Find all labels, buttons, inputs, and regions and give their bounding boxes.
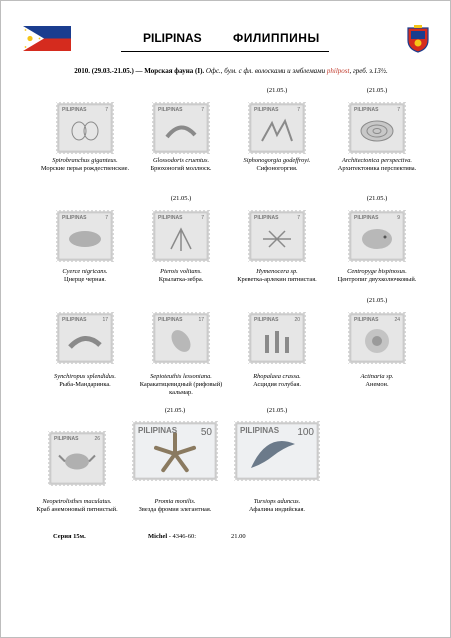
- stamp-caption: [329, 268, 425, 284]
- series-count: Серия 15м.: [53, 533, 86, 540]
- species-latin-name: Glossodoris cruentus.: [152, 157, 210, 164]
- stamp-country: PILIPINAS: [158, 107, 183, 113]
- stamp-country: PILIPINAS: [254, 215, 279, 221]
- stamp-country: PILIPINAS: [354, 107, 379, 113]
- stamp-14: [132, 421, 218, 481]
- species-latin-name: Neopetrolisthes maculatus.: [42, 498, 112, 505]
- stamp-caption: [133, 268, 229, 284]
- species-latin-name: Sepioteuthis lessoniana.: [150, 373, 212, 380]
- stamp-caption: [229, 157, 325, 173]
- stamp-value: 17: [102, 317, 108, 323]
- page-title: [121, 31, 329, 52]
- stamp-value: 9: [397, 215, 400, 221]
- stamp-value: 7: [297, 107, 300, 113]
- species-latin-name: Spirobranchus giganteus.: [52, 157, 118, 164]
- species-russian-name: Каракатицевидный (рифовый) кальмар.: [139, 381, 223, 396]
- species-russian-name: Морские перья рождественские.: [40, 165, 130, 172]
- philpost-emblem-icon: [405, 25, 431, 53]
- stamp-13: [48, 431, 106, 486]
- stamp-issue-date: (21.05.): [266, 407, 288, 414]
- stamp-4: [348, 102, 406, 154]
- stamp-issue-date: (21.05.): [366, 87, 388, 94]
- stamp-issue-date: (21.05.): [266, 87, 288, 94]
- stamp-country: PILIPINAS: [158, 317, 183, 323]
- species-russian-name: Анемон.: [365, 381, 389, 388]
- stamp-11: [248, 312, 306, 364]
- issue-perforation: , греб. з.13½.: [349, 67, 388, 75]
- stamp-country: PILIPINAS: [240, 426, 280, 435]
- stamp-caption: [329, 373, 425, 389]
- stamp-6: [152, 210, 210, 262]
- species-latin-name: Siphonogorgia godeffroyi.: [243, 157, 311, 164]
- species-russian-name: Сифоногоргия.: [256, 165, 298, 172]
- stamp-caption: [329, 157, 425, 173]
- species-russian-name: Крылатка-зебра.: [158, 276, 204, 283]
- stamp-value: 7: [297, 215, 300, 221]
- stamp-value: 24: [394, 317, 400, 323]
- stamp-value: 7: [201, 215, 204, 221]
- stamp-country: PILIPINAS: [62, 107, 87, 113]
- stamp-issue-date: (21.05.): [170, 195, 192, 202]
- michel-value: 21.00: [231, 533, 246, 540]
- issue-description: [31, 67, 431, 76]
- stamp-caption: [133, 373, 229, 397]
- stamp-value: 50: [200, 427, 212, 438]
- species-russian-name: Центропиг двухколючковый.: [337, 276, 417, 283]
- species-latin-name: Synchiropus splendidus.: [54, 373, 116, 380]
- stamp-12: [348, 312, 406, 364]
- species-russian-name: Афалина индийская.: [248, 506, 306, 513]
- species-russian-name: Брюхоногий моллюск.: [150, 165, 212, 172]
- stamp-5: [56, 210, 114, 262]
- species-russian-name: Рыба-Мандаринка.: [59, 381, 111, 388]
- stamp-10: [152, 312, 210, 364]
- stamp-caption: [229, 373, 325, 389]
- species-latin-name: Centropyge bispinosus.: [347, 268, 407, 275]
- stamp-country: PILIPINAS: [254, 107, 279, 113]
- issue-heading: 2010. (29.03.-21.05.) — Морская фауна (I).: [74, 67, 205, 75]
- stamp-value: 7: [105, 107, 108, 113]
- species-latin-name: Rhopalaea crassa.: [253, 373, 301, 380]
- stamp-caption: [29, 498, 125, 514]
- stamp-value: 7: [105, 215, 108, 221]
- stamp-caption: [229, 498, 325, 514]
- species-latin-name: Hymenocera sp.: [256, 268, 298, 275]
- stamp-caption: [133, 157, 229, 173]
- stamp-country: PILIPINAS: [354, 215, 379, 221]
- stamp-value: 26: [94, 436, 100, 442]
- stamp-caption: [37, 373, 133, 389]
- species-russian-name: Звезда фромия элегантная.: [138, 506, 212, 513]
- species-russian-name: Креветка-арлекин пятнистая.: [237, 276, 317, 283]
- issue-text: Офс., бум. с фл. волосками и эмблемами: [204, 67, 327, 75]
- stamp-value: 17: [198, 317, 204, 323]
- stamp-3: [248, 102, 306, 154]
- stamp-caption: [37, 268, 133, 284]
- philippines-flag-icon: [23, 26, 71, 51]
- stamp-value: 100: [297, 427, 314, 438]
- stamp-country: PILIPINAS: [62, 317, 87, 323]
- stamp-caption: [127, 498, 223, 514]
- stamp-country: PILIPINAS: [158, 215, 183, 221]
- stamp-15: [234, 421, 320, 481]
- title-latin: PILIPINAS: [143, 31, 202, 45]
- stamp-country: PILIPINAS: [254, 317, 279, 323]
- species-russian-name: Цнерце черная.: [64, 276, 106, 283]
- stamp-issue-date: (21.05.): [164, 407, 186, 414]
- stamp-value: 7: [201, 107, 204, 113]
- title-cyrillic: ФИЛИППИНЫ: [233, 31, 320, 45]
- michel-catalog: Michel - 4346-60:: [148, 533, 197, 540]
- stamp-caption: [229, 268, 325, 284]
- stamp-2: [152, 102, 210, 154]
- stamp-value: 20: [294, 317, 300, 323]
- stamp-9: [56, 312, 114, 364]
- stamp-country: PILIPINAS: [138, 426, 178, 435]
- stamp-7: [248, 210, 306, 262]
- stamp-value: 7: [397, 107, 400, 113]
- species-latin-name: Promia monilis.: [154, 498, 196, 505]
- species-russian-name: Асцидия голубая.: [253, 381, 301, 388]
- stamp-8: [348, 210, 406, 262]
- species-russian-name: Архитектоника перспектива.: [337, 165, 417, 172]
- species-russian-name: Краб анемоновый пятнистый.: [36, 506, 118, 513]
- stamp-caption: [37, 157, 133, 173]
- species-latin-name: Actinaria sp.: [360, 373, 394, 380]
- stamp-country: PILIPINAS: [62, 215, 87, 221]
- stamp-issue-date: (21.05.): [366, 297, 388, 304]
- species-latin-name: Tursiops aduncus.: [253, 498, 301, 505]
- stamp-country: PILIPINAS: [354, 317, 379, 323]
- stamp-country: PILIPINAS: [54, 436, 79, 442]
- stamp-1: [56, 102, 114, 154]
- issue-highlight: philpost: [326, 67, 350, 75]
- species-latin-name: Pterois volitans.: [160, 268, 202, 275]
- stamp-issue-date: (21.05.): [366, 195, 388, 202]
- species-latin-name: Architectonica perspectiva.: [341, 157, 413, 164]
- species-latin-name: Cyerce nigricans.: [62, 268, 108, 275]
